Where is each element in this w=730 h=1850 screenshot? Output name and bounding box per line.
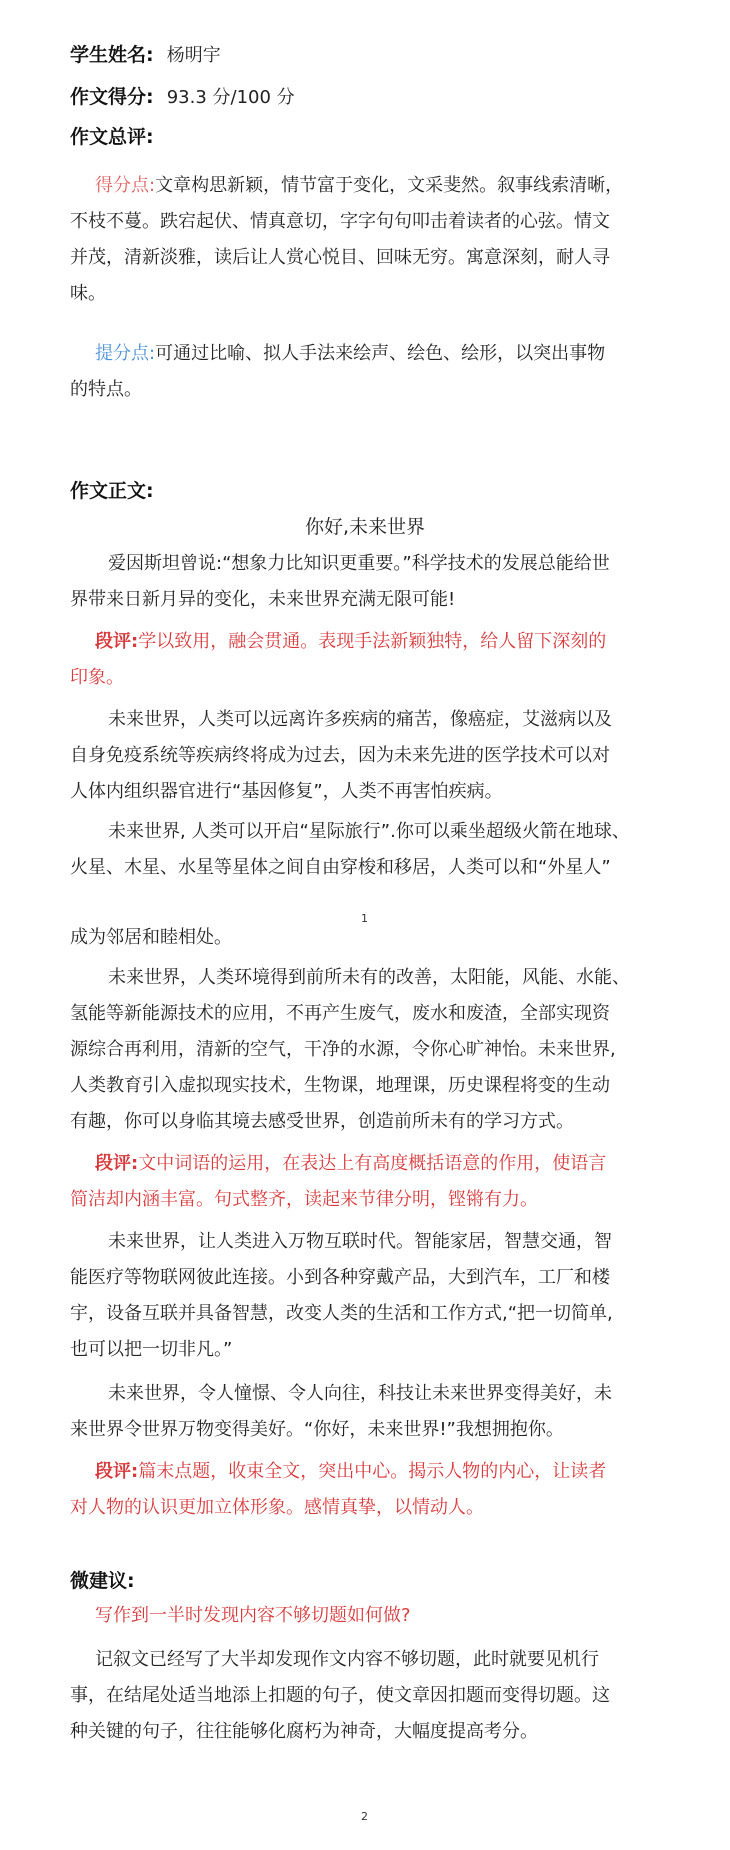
essay-score-value: 93.3 分/100 分 <box>166 87 295 108</box>
student-name-value: 杨明宇 <box>166 45 221 66</box>
page-number-2: 2 <box>361 1810 368 1823</box>
essay-paragraph-1-line-2: 界带来日新月异的变化，未来世界充满无限可能! <box>70 589 456 610</box>
paragraph-comment-3-line-1: 段评:篇末点题，收束全文，突出中心。揭示人物的内心，让读者 <box>95 1461 607 1482</box>
score-points-line-1: 得分点:文章构思新颖，情节富于变化，文采斐然。叙事线索清晰， <box>95 175 624 196</box>
essay-paragraph-4-line-3: 源综合再利用，清新的空气，干净的水源，令你心旷神怡。未来世界, <box>70 1039 616 1060</box>
essay-paragraph-5-line-1: 未来世界，让人类进入万物互联时代。智能家居，智慧交通，智 <box>108 1231 612 1252</box>
essay-paragraph-5-line-3: 宇，设备互联并具备智慧，改变人类的生活和工作方式,“把一切简单, <box>70 1303 613 1324</box>
essay-title: 你好,未来世界 <box>304 516 426 538</box>
essay-body-label: 作文正文: <box>70 480 154 502</box>
suggestion-line-1: 记叙文已经写了大半却发现作文内容不够切题，此时就要见机行 <box>95 1649 599 1670</box>
essay-score-label: 作文得分: <box>70 86 154 108</box>
student-name-label: 学生姓名: <box>70 44 154 66</box>
paragraph-comment-2-line-1: 段评:文中词语的运用，在表达上有高度概括语意的作用，使语言 <box>95 1153 607 1174</box>
essay-paragraph-3-line-1: 未来世界, 人类可以开启“星际旅行”.你可以乘坐超级火箭在地球、 <box>108 821 630 842</box>
page-number-1: 1 <box>361 912 368 925</box>
overall-comment-label: 作文总评: <box>70 126 154 148</box>
student-name-row <box>70 40 221 67</box>
improve-points-line-1: 提分点:可通过比喻、拟人手法来绘声、绘色、绘形，以突出事物 <box>95 343 606 364</box>
improve-points-label: 提分点: <box>95 343 156 364</box>
improve-points-line-2: 的特点。 <box>70 379 142 400</box>
essay-paragraph-1-line-1: 爱因斯坦曾说:“想象力比知识更重要。”科学技术的发展总能给世 <box>108 553 610 574</box>
suggestion-line-2: 事，在结尾处适当地添上扣题的句子，使文章因扣题而变得切题。这 <box>70 1685 610 1706</box>
essay-paragraph-6-line-1: 未来世界，令人憧憬、令人向往，科技让未来世界变得美好，未 <box>108 1383 612 1404</box>
paragraph-comment-1-line-2: 印象。 <box>70 667 124 688</box>
essay-paragraph-3-continued: 成为邻居和睦相处。 <box>70 927 232 948</box>
essay-paragraph-4-line-5: 有趣，你可以身临其境去感受世界，创造前所未有的学习方式。 <box>70 1111 574 1132</box>
paragraph-comment-2-label: 段评: <box>95 1153 139 1174</box>
paragraph-comment-1-line-1: 段评:学以致用，融会贯通。表现手法新颖独特，给人留下深刻的 <box>95 631 607 652</box>
paragraph-comment-3-line-2: 对人物的认识更加立体形象。感情真挚，以情动人。 <box>70 1497 484 1518</box>
essay-score-row <box>70 82 295 109</box>
score-points-label: 得分点: <box>95 175 156 196</box>
essay-paragraph-4-line-4: 人类教育引入虚拟现实技术，生物课，地理课，历史课程将变的生动 <box>70 1075 610 1096</box>
essay-paragraph-2-line-3: 人体内组织器官进行“基因修复”，人类不再害怕疾病。 <box>70 781 503 802</box>
essay-paragraph-5-line-4: 也可以把一切非凡。” <box>70 1339 233 1360</box>
score-points-line-4: 味。 <box>70 283 106 304</box>
suggestion-line-3: 种关键的句子，往往能够化腐朽为神奇，大幅度提高考分。 <box>70 1721 538 1742</box>
score-points-line-3: 并茂，清新淡雅，读后让人赏心悦目、回味无穷。寓意深刻，耐人寻 <box>70 247 610 268</box>
score-points-line-2: 不枝不蔓。跌宕起伏、情真意切，字字句句叩击着读者的心弦。情文 <box>70 211 610 232</box>
essay-paragraph-2-line-1: 未来世界，人类可以远离许多疾病的痛苦，像癌症，艾滋病以及 <box>108 709 612 730</box>
essay-paragraph-4-line-2: 氢能等新能源技术的应用，不再产生废气，废水和废渣，全部实现资 <box>70 1003 610 1024</box>
essay-paragraph-6-line-2: 来世界令世界万物变得美好。“你好，未来世界!”我想拥抱你。 <box>70 1419 564 1440</box>
essay-paragraph-3-line-2: 火星、木星、水星等星体之间自由穿梭和移居，人类可以和“外星人” <box>70 857 611 878</box>
suggestion-question: 写作到一半时发现内容不够切题如何做? <box>95 1605 411 1626</box>
paragraph-comment-3-label: 段评: <box>95 1461 139 1482</box>
paragraph-comment-1-label: 段评: <box>95 631 139 652</box>
essay-paragraph-4-line-1: 未来世界，人类环境得到前所未有的改善，太阳能，风能、水能、 <box>108 967 630 988</box>
suggestion-label: 微建议: <box>70 1570 135 1592</box>
essay-paragraph-5-line-2: 能医疗等物联网彼此连接。小到各种穿戴产品，大到汽车，工厂和楼 <box>70 1267 610 1288</box>
paragraph-comment-2-line-2: 简洁却内涵丰富。句式整齐，读起来节律分明，铿锵有力。 <box>70 1189 538 1210</box>
essay-paragraph-2-line-2: 自身免疫系统等疾病终将成为过去，因为未来先进的医学技术可以对 <box>70 745 610 766</box>
